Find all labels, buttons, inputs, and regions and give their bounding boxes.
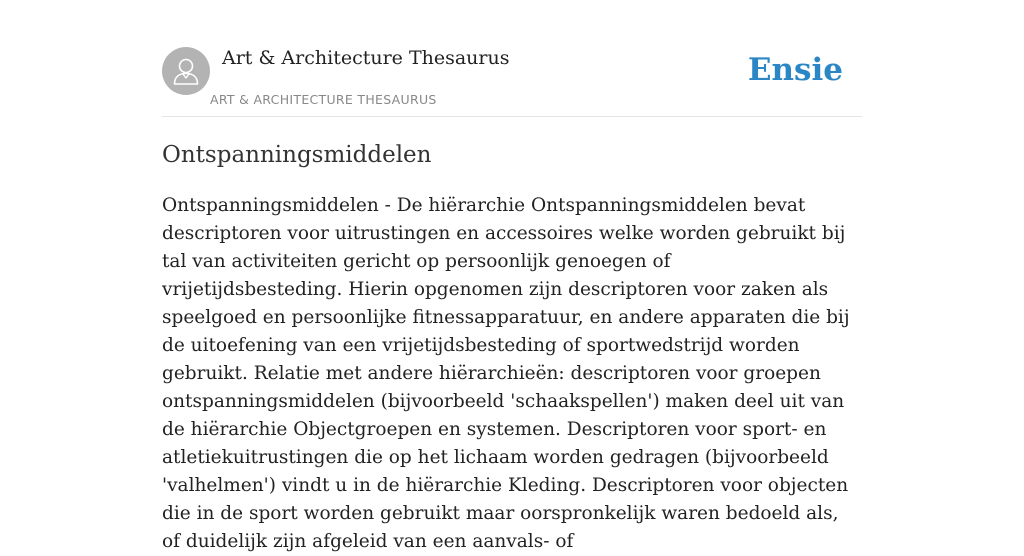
header bbox=[162, 46, 862, 117]
article-title: Ontspanningsmiddelen bbox=[162, 142, 432, 168]
article-body: Ontspanningsmiddelen - De hiërarchie Ontspanningsmiddelen bevat descriptoren voor uitrustingen en accessoires welke worden gebruikt bij tal van activiteiten gericht op persoonlijk genoegen of vrijetijdsbesteding. Hierin opgenomen zijn descriptoren voor zaken als speelgoed en persoonlijke fitnessapparatuur, en andere apparaten die bij de uitoefening van een vrijetijdsbesteding of sportwedstrijd worden gebruikt. Relatie met andere hiërarchieën: descriptoren voor groepen ontspanningsmiddelen (bijvoorbeeld 'schaakspellen') maken deel uit van de hiërarchie Objectgroepen en systemen. Descriptoren voor sport- en atletiekuitrustingen die op het lichaam worden gedragen (bijvoorbeeld 'valhelmen') vindt u in de hiërarchie Kleding. Descriptoren voor objecten die in de sport worden gebruikt maar oorspronkelijk waren bedoeld als, of duidelijk zijn afgeleid van een aanvals- of bbox=[162, 195, 850, 552]
source-subtitle: ART & ARCHITECTURE THESAURUS bbox=[210, 92, 437, 107]
user-avatar-icon bbox=[162, 47, 210, 95]
brand-logo[interactable]: Ensie bbox=[747, 52, 843, 88]
source-title[interactable]: Art & Architecture Thesaurus bbox=[222, 47, 510, 69]
avatar[interactable] bbox=[162, 47, 210, 95]
